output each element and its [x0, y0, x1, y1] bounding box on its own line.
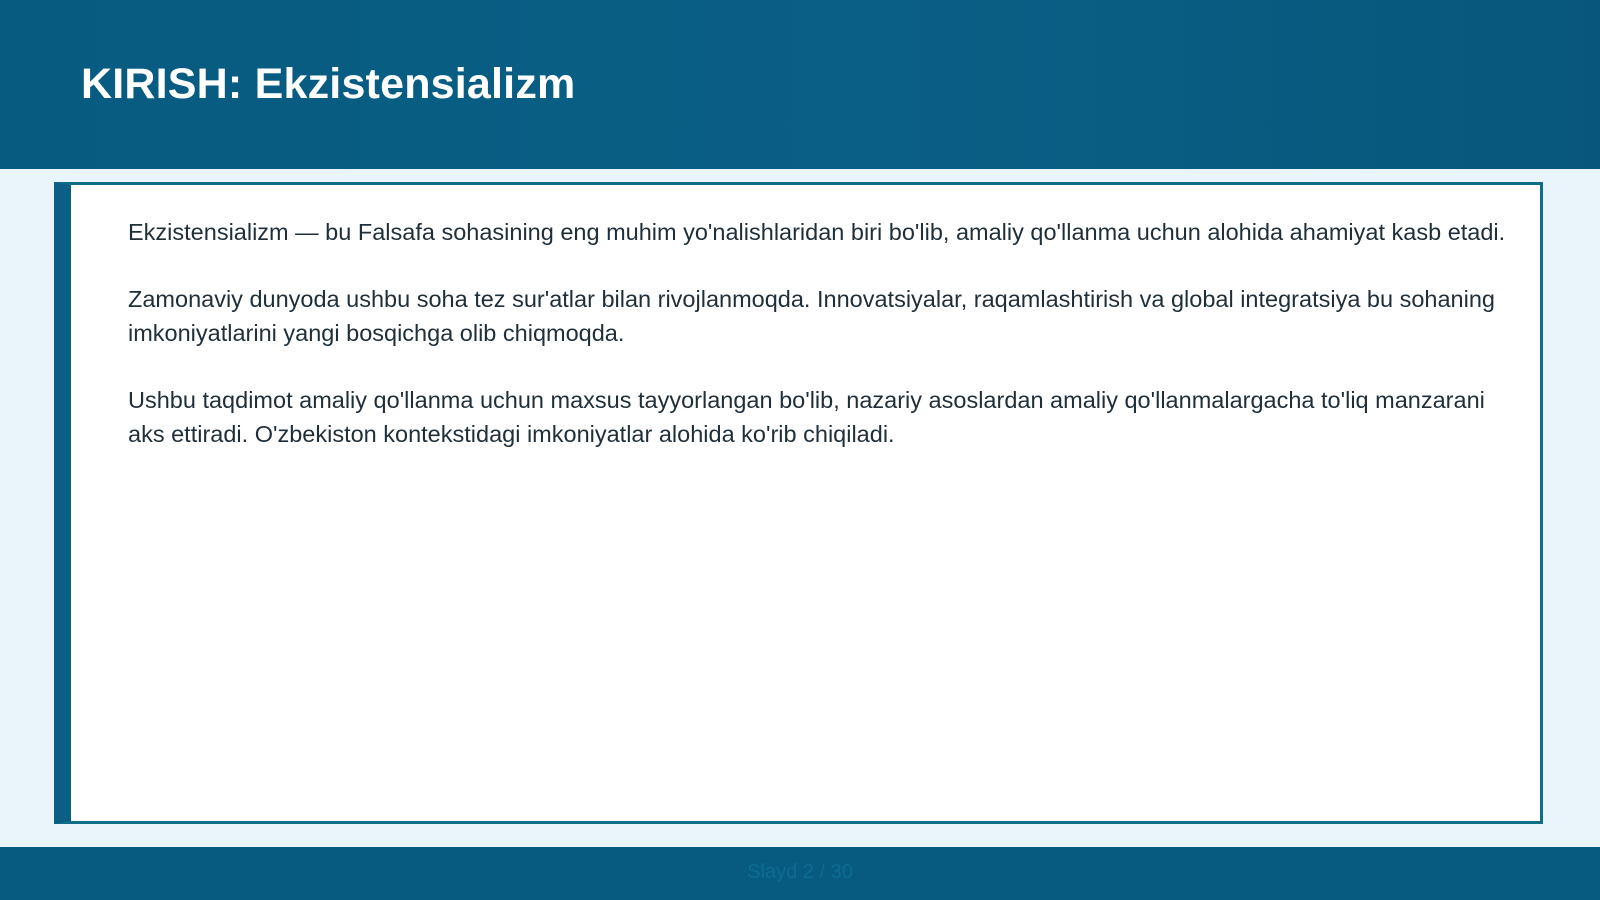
slide-number: Slayd 2 / 30: [747, 861, 853, 883]
slide-header: [0, 0, 1600, 169]
paragraph-presentation-purpose: Ushbu taqdimot amaliy qo'llanma uchun maxsus tayyorlangan bo'lib, nazariy asoslardan amaliy qo'llanmalargacha to'liq manzarani aks ettiradi. O'zbekiston kontekstidagi imkoniyatlar alohida ko'rib chiqiladi.: [128, 387, 1485, 447]
paragraph-modern-world: Zamonaviy dunyoda ushbu soha tez sur'atlar bilan rivojlanmoqda. Innovatsiyalar, raqamlashtirish va global integratsiya bu sohaning imkoniyatlarini yangi bosqichga olib chiqmoqda.: [128, 286, 1495, 346]
content-card: [54, 182, 1543, 824]
slide-footer: [0, 847, 1600, 900]
paragraph-intro: Ekzistensializm — bu Falsafa sohasining eng muhim yo'nalishlaridan biri bo'lib, amaliy qo'llanma uchun alohida ahamiyat kasb etadi.: [128, 219, 1506, 245]
slide-title: KIRISH: Ekzistensializm: [81, 60, 576, 108]
content-text: [128, 215, 1508, 484]
